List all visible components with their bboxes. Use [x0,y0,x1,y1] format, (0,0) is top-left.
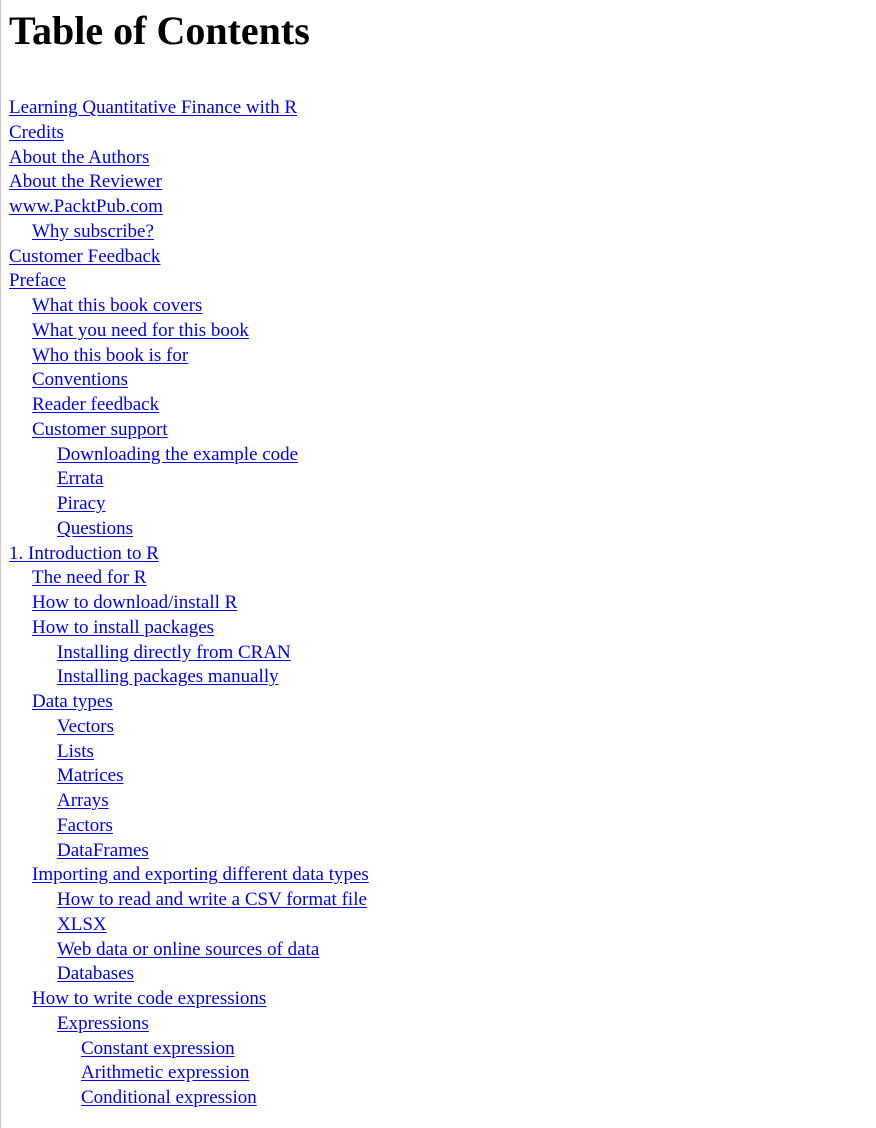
toc-entry [9,517,369,542]
toc-entry [9,740,369,765]
toc-link[interactable]: What you need for this book [32,319,249,341]
toc-link[interactable]: Expressions [57,1012,149,1034]
toc-entry [9,393,369,418]
toc-link[interactable]: How to read and write a CSV format file [57,889,367,910]
toc-list [9,96,369,1111]
toc-link[interactable]: www.PacktPub.com [9,196,163,217]
toc-page [9,0,876,1108]
toc-link[interactable]: Factors [57,814,113,836]
toc-link[interactable]: Reader feedback [32,394,160,415]
toc-entry [9,294,369,319]
toc-entry [9,690,369,715]
toc-entry [9,542,369,567]
toc-link[interactable]: How to write code expressions [32,988,267,1009]
toc-entry [9,368,369,393]
toc-link[interactable]: Conditional expression [81,1087,257,1108]
toc-link[interactable]: About the Reviewer [9,171,163,193]
toc-entry [9,418,369,443]
toc-entry [9,987,369,1012]
toc-entry [9,839,369,864]
toc-entry [9,938,369,963]
toc-entry [9,1086,369,1111]
toc-link[interactable]: Learning Quantitative Finance with R [9,97,298,118]
toc-link[interactable]: Constant expression [81,1037,235,1059]
toc-link[interactable]: Customer support [32,418,168,440]
toc-link[interactable]: Importing and exporting different data types [32,864,369,886]
toc-entry [9,170,369,195]
toc-link[interactable]: Lists [57,740,94,762]
toc-entry [9,888,369,913]
toc-link[interactable]: 1. Introduction to R [9,542,159,564]
toc-link[interactable]: Credits [9,121,64,143]
toc-link[interactable]: Who this book is for [32,344,189,366]
page-left-border [0,0,1,1128]
toc-entry [9,1061,369,1086]
toc-entry [9,566,369,591]
toc-entry [9,863,369,888]
toc-entry [9,1037,369,1062]
toc-entry [9,814,369,839]
toc-entry [9,1012,369,1037]
toc-entry [9,269,369,294]
toc-link[interactable]: Installing packages manually [57,666,279,688]
toc-link[interactable]: What this book covers [32,295,203,316]
toc-entry [9,665,369,690]
toc-entry [9,245,369,270]
toc-link[interactable]: The need for R [32,567,147,589]
toc-link[interactable]: DataFrames [57,839,149,861]
toc-entry [9,220,369,245]
toc-entry [9,616,369,641]
toc-link[interactable]: How to install packages [32,616,215,638]
toc-link[interactable]: Databases [57,963,135,985]
toc-entry [9,962,369,987]
toc-link[interactable]: Matrices [57,765,124,787]
toc-entry [9,121,369,146]
toc-link[interactable]: Customer Feedback [9,245,161,267]
toc-entry [9,764,369,789]
toc-entry [9,913,369,938]
toc-entry [9,789,369,814]
toc-link[interactable]: Data types [32,691,113,712]
toc-entry [9,319,369,344]
toc-entry [9,591,369,616]
toc-link[interactable]: Why subscribe? [32,220,154,242]
toc-link[interactable]: How to download/install R [32,592,238,613]
toc-link[interactable]: XLSX [57,913,107,935]
toc-link[interactable]: Questions [57,517,133,539]
toc-entry [9,443,369,468]
toc-entry [9,715,369,740]
toc-entry [9,641,369,666]
toc-link[interactable]: Web data or online sources of data [57,938,320,960]
toc-entry [9,146,369,171]
toc-link[interactable]: Preface [9,270,66,292]
toc-link[interactable]: Installing directly from CRAN [57,641,291,663]
page-title: Table of Contents [9,8,310,53]
toc-link[interactable]: Piracy [57,493,106,514]
toc-link[interactable]: Arithmetic expression [81,1062,250,1084]
toc-entry [9,96,369,121]
toc-entry [9,195,369,220]
toc-entry [9,344,369,369]
toc-entry [9,467,369,492]
toc-link[interactable]: Downloading the example code [57,443,299,465]
toc-entry [9,492,369,517]
toc-link[interactable]: Vectors [57,715,114,737]
toc-link[interactable]: Arrays [57,790,109,811]
toc-link[interactable]: Errata [57,468,104,490]
toc-link[interactable]: About the Authors [9,146,150,168]
toc-link[interactable]: Conventions [32,369,129,391]
